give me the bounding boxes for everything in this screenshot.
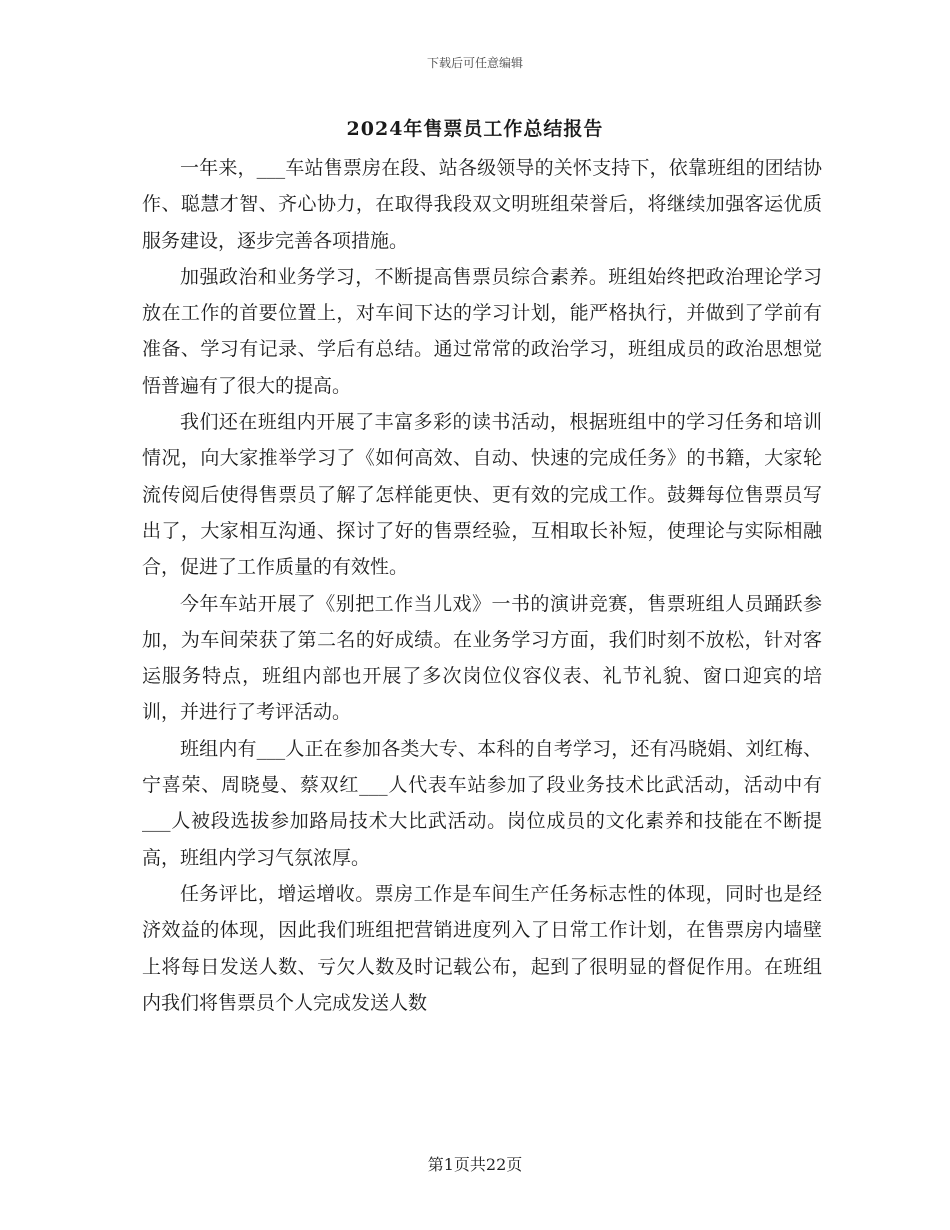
page-number: 第1页共22页 — [427, 1155, 523, 1174]
paragraph: 任务评比，增运增收。票房工作是车间生产任务标志性的体现，同时也是经济效益的体现，因此我们班组把营销进度列入了日常工作计划，在售票房内墙壁上将每日发送人数、亏欠人数及时记载公布，起到了很明显的督促作用。在班组内我们将售票员个人完成发送人数 — [142, 882, 822, 1014]
document-body — [142, 150, 822, 1021]
download-note: 下载后可任意编辑 — [426, 56, 523, 70]
paragraph: 加强政治和业务学习，不断提高售票员综合素养。班组始终把政治理论学习放在工作的首要位置上，对车间下达的学习计划，能严格执行，并做到了学前有准备、学习有记录、学后有总结。通过常常的政治学习，班组成员的政治思想觉悟普遍有了很大的提高。 — [142, 265, 822, 397]
paragraph: 今年车站开展了《别把工作当儿戏》一书的演讲竞赛，售票班组人员踊跃参加，为车间荣获了第二名的好成绩。在业务学习方面，我们时刻不放松，针对客运服务特点，班组内部也开展了多次岗位仪容仪表、礼节礼貌、窗口迎宾的培训，并进行了考评活动。 — [142, 592, 822, 724]
paragraph: 班组内有___人正在参加各类大专、本科的自考学习，还有冯晓娟、刘红梅、宁喜荣、周晓曼、蔡双红___人代表车站参加了段业务技术比武活动，活动中有___人被段选拔参加路局技术大比武活动。岗位成员的文化素养和技能在不断提高，班组内学习气氛浓厚。 — [142, 737, 822, 869]
paragraph: 我们还在班组内开展了丰富多彩的读书活动，根据班组中的学习任务和培训情况，向大家推举学习了《如何高效、自动、快速的完成任务》的书籍，大家轮流传阅后使得售票员了解了怎样能更快、更有效的完成工作。鼓舞每位售票员写出了，大家相互沟通、探讨了好的售票经验，互相取长补短，使理论与实际相融合，促进了工作质量的有效性。 — [142, 411, 822, 579]
paragraph: 一年来，___车站售票房在段、站各级领导的关怀支持下，依靠班组的团结协作、聪慧才智、齐心协力，在取得我段双文明班组荣誉后，将继续加强客运优质服务建设，逐步完善各项措施。 — [142, 157, 822, 252]
document-title: 2024年售票员工作总结报告 — [346, 118, 604, 140]
